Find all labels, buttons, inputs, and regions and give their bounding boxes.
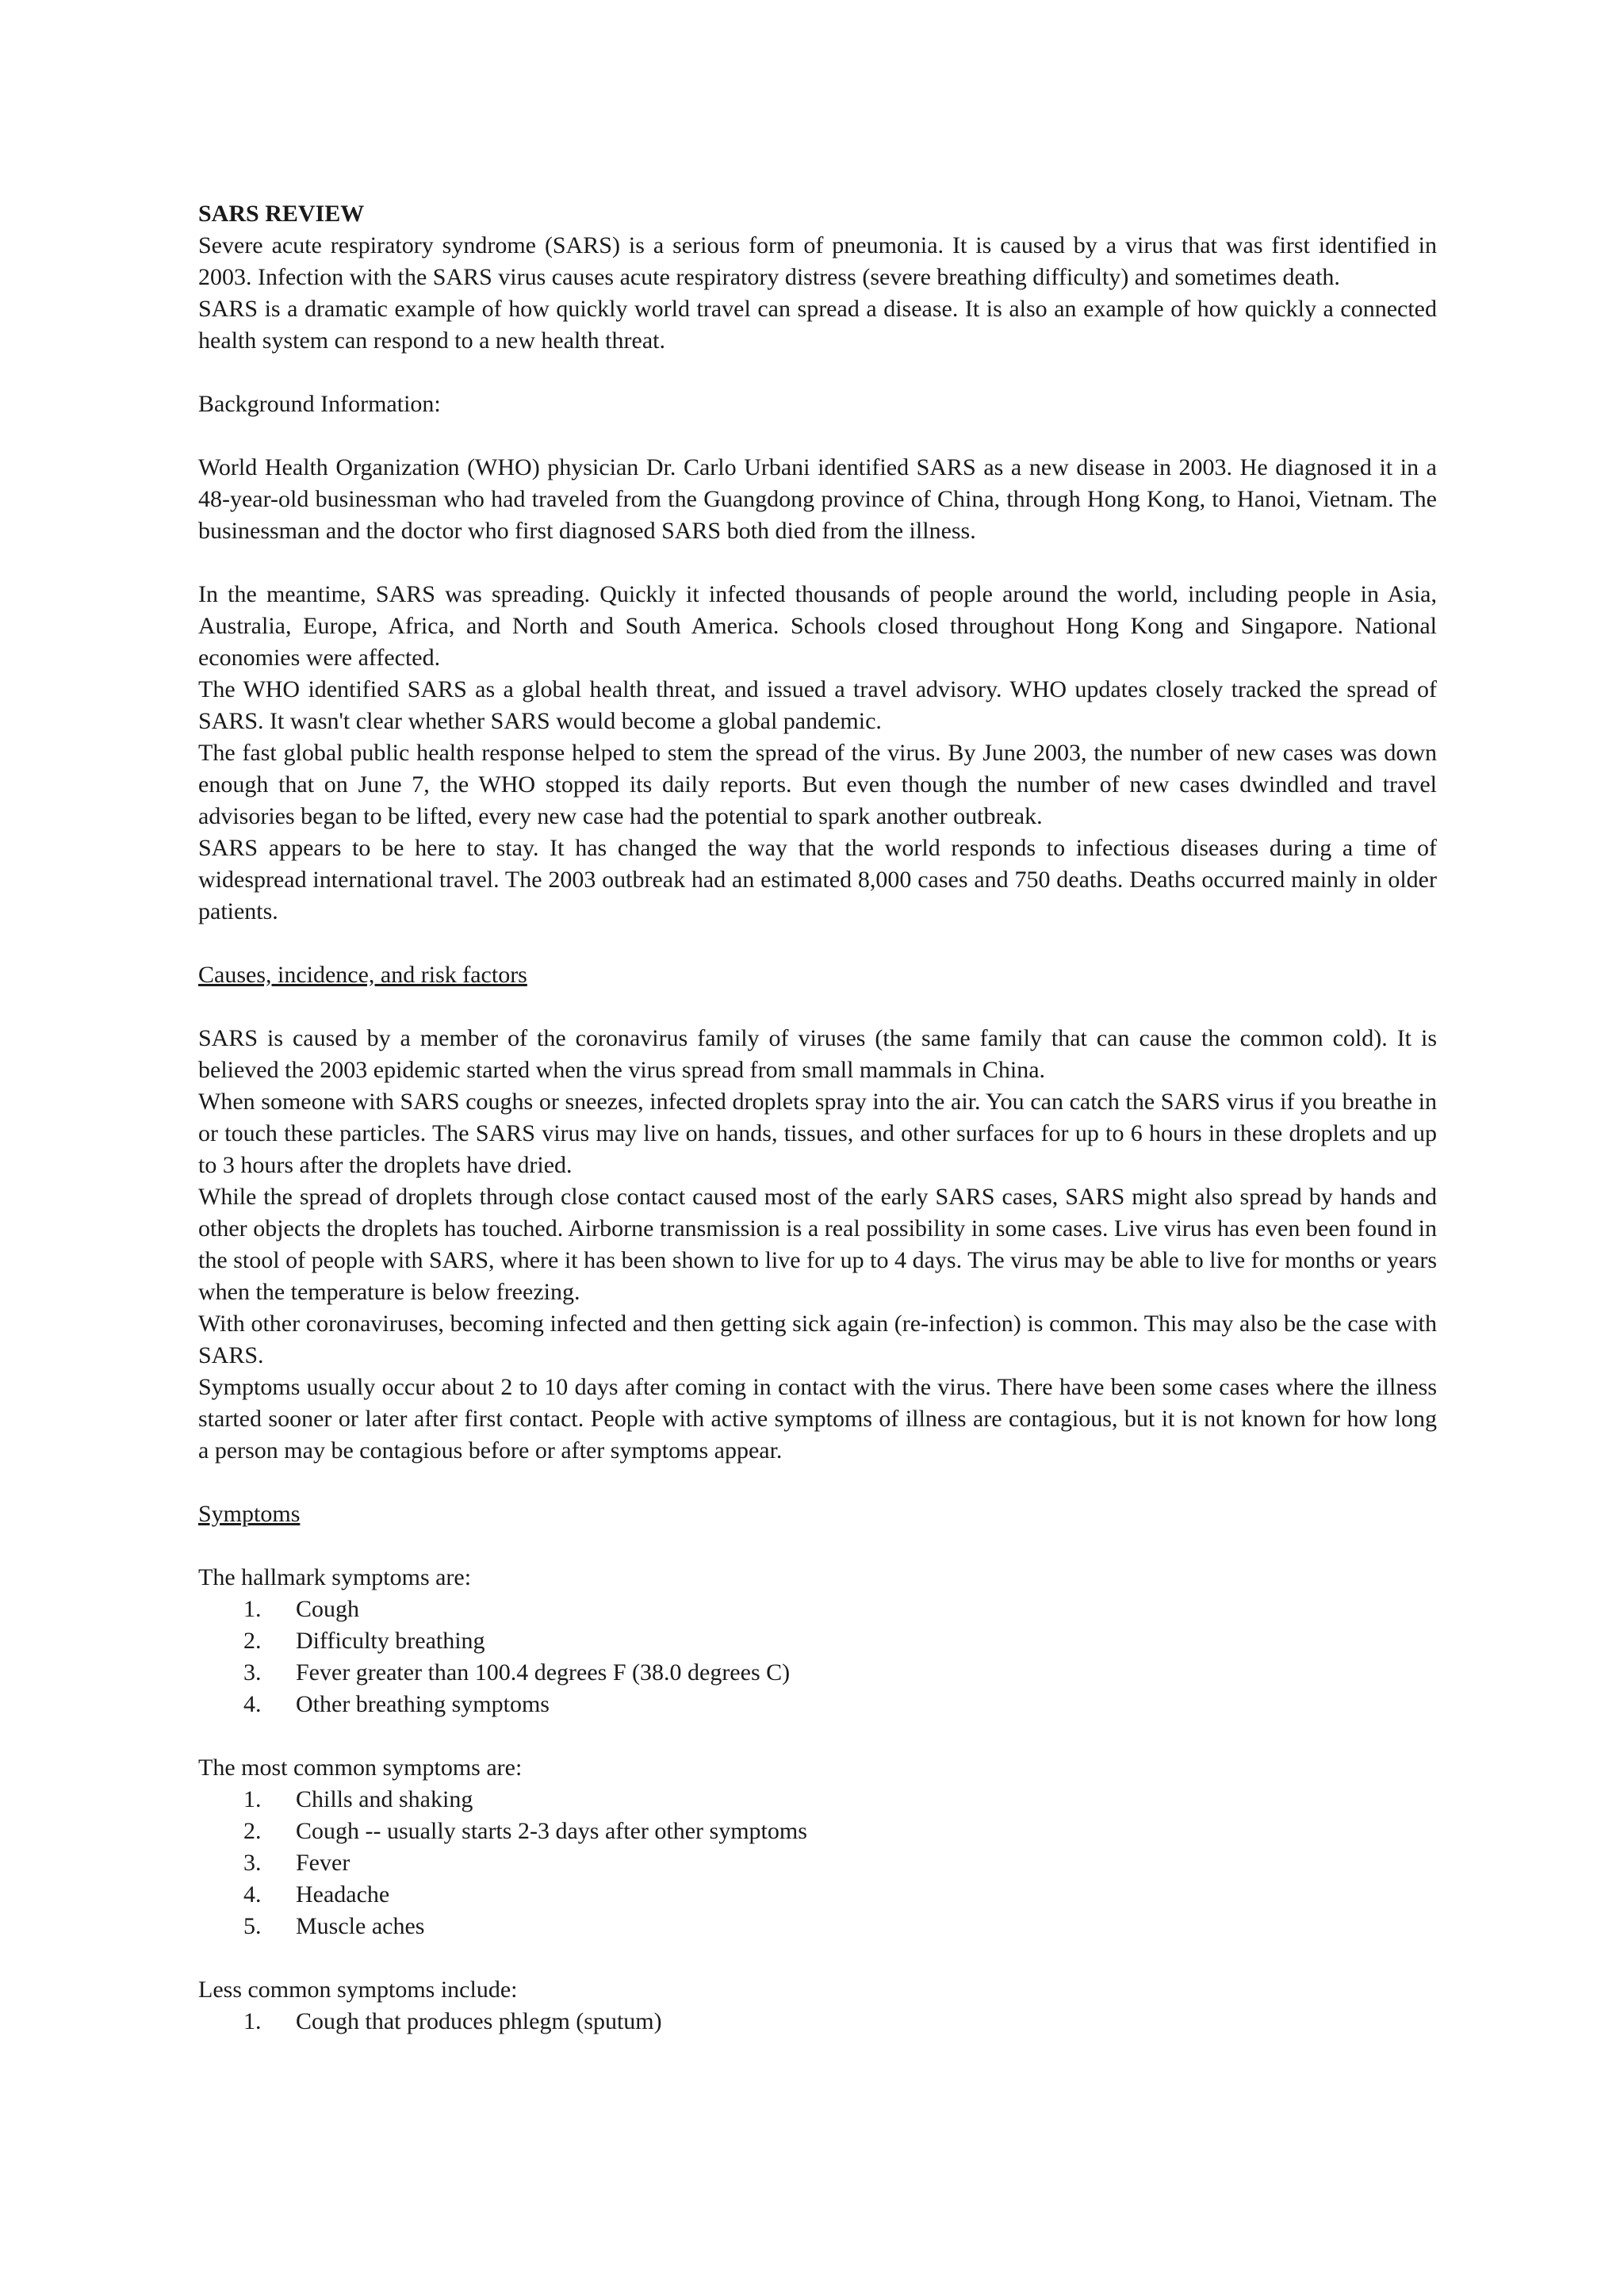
list-number: 4. [243,1881,262,1908]
spacer [198,1467,1437,1498]
list-item-text: Fever greater than 100.4 degrees F (38.0 degrees C) [296,1659,791,1686]
background-paragraph: The WHO identified SARS as a global health threat, and issued a travel advisory. WHO updates closely tracked the spread of SARS. It wasn't clear whether SARS would become a global pandemic. [198,676,1437,734]
list-item [198,1594,1437,1625]
list-item [198,1689,1437,1720]
common-intro: The most common symptoms are: [198,1755,523,1781]
causes-paragraph: With other coronaviruses, becoming infected and then getting sick again (re-infection) is common. This may also be the case with SARS. [198,1311,1437,1368]
list-number: 1. [243,2008,262,2034]
causes-heading: Causes, incidence, and risk factors [198,962,527,988]
background-heading: Background Information: [198,391,441,417]
list-item-text: Muscle aches [296,1913,425,1939]
intro-paragraph: Severe acute respiratory syndrome (SARS) is a serious form of pneumonia. It is caused by a virus that was first identified in 2003. Infection with the SARS virus causes acute respiratory distress (severe breathing difficulty) and sometimes death. [198,232,1437,290]
list-item-text: Other breathing symptoms [296,1691,550,1717]
background-paragraph: SARS appears to be here to stay. It has changed the way that the world responds to infectious diseases during a time of widespread international travel. The 2003 outbreak had an estimated 8,000 cases and 750 deaths. Deaths occurred mainly in older patients. [198,835,1437,924]
spacer [198,1942,1437,1974]
list-item [198,1847,1437,1879]
symptoms-heading: Symptoms [198,1501,301,1527]
causes-paragraph: Symptoms usually occur about 2 to 10 days after coming in contact with the virus. There have been some cases where the illness started sooner or later after first contact. People with active symptoms of illness are contagious, but it is not known for how long a person may be contagious before or after symptoms appear. [198,1374,1437,1464]
hallmark-symptom-list [198,1594,1437,1720]
document-page [198,198,1437,2038]
list-number: 3. [243,1850,262,1876]
spacer [198,357,1437,388]
spacer [198,547,1437,579]
list-number: 4. [243,1691,262,1717]
list-number: 2. [243,1818,262,1844]
intro-paragraph: SARS is a dramatic example of how quickly world travel can spread a disease. It is also an example of how quickly a connected health system can respond to a new health threat. [198,296,1437,354]
list-item [198,1784,1437,1816]
list-number: 1. [243,1596,262,1622]
spacer [198,991,1437,1023]
list-item-text: Cough [296,1596,360,1622]
list-item-text: Cough that produces phlegm (sputum) [296,2008,662,2034]
spacer [198,928,1437,959]
document-title: SARS REVIEW [198,201,365,227]
causes-paragraph: When someone with SARS coughs or sneezes, infected droplets spray into the air. You can catch the SARS virus if you breathe in or touch these particles. The SARS virus may live on hands, tissues, and other surfaces for up to 6 hours in these droplets and up to 3 hours after the droplets have dried. [198,1089,1437,1178]
list-item [198,2006,1437,2038]
list-item-text: Chills and shaking [296,1786,473,1812]
list-number: 5. [243,1913,262,1939]
list-number: 1. [243,1786,262,1812]
list-number: 2. [243,1628,262,1654]
list-item-text: Cough -- usually starts 2-3 days after other symptoms [296,1818,807,1844]
less-common-symptom-list [198,2006,1437,2038]
less-common-intro: Less common symptoms include: [198,1976,518,2003]
background-paragraph: The fast global public health response helped to stem the spread of the virus. By June 2003, the number of new cases was down enough that on June 7, the WHO stopped its daily reports. But even though the number of new cases dwindled and travel advisories began to be lifted, every new case had the potential to spark another outbreak. [198,740,1437,829]
list-item [198,1879,1437,1911]
spacer [198,420,1437,452]
list-item-text: Headache [296,1881,390,1908]
list-item-text: Fever [296,1850,350,1876]
list-item-text: Difficulty breathing [296,1628,485,1654]
hallmark-intro: The hallmark symptoms are: [198,1564,472,1590]
list-item [198,1911,1437,1942]
background-paragraph: In the meantime, SARS was spreading. Quickly it infected thousands of people around the world, including people in Asia, Australia, Europe, Africa, and North and South America. Schools closed throughout Hong Kong and Singapore. National economies were affected. [198,581,1437,671]
spacer [198,1720,1437,1752]
list-number: 3. [243,1659,262,1686]
common-symptom-list [198,1784,1437,1942]
list-item [198,1816,1437,1847]
list-item [198,1625,1437,1657]
causes-paragraph: SARS is caused by a member of the coronavirus family of viruses (the same family that can cause the common cold). It is believed the 2003 epidemic started when the virus spread from small mammals in China. [198,1025,1437,1083]
causes-paragraph: While the spread of droplets through close contact caused most of the early SARS cases, SARS might also spread by hands and other objects the droplets has touched. Airborne transmission is a real possibility in some cases. Live virus has even been found in the stool of people with SARS, where it has been shown to live for up to 4 days. The virus may be able to live for months or years when the temperature is below freezing. [198,1184,1437,1305]
list-item [198,1657,1437,1689]
spacer [198,1530,1437,1562]
background-paragraph: World Health Organization (WHO) physician Dr. Carlo Urbani identified SARS as a new disease in 2003. He diagnosed it in a 48-year-old businessman who had traveled from the Guangdong province of China, through Hong Kong, to Hanoi, Vietnam. The businessman and the doctor who first diagnosed SARS both died from the illness. [198,454,1437,544]
